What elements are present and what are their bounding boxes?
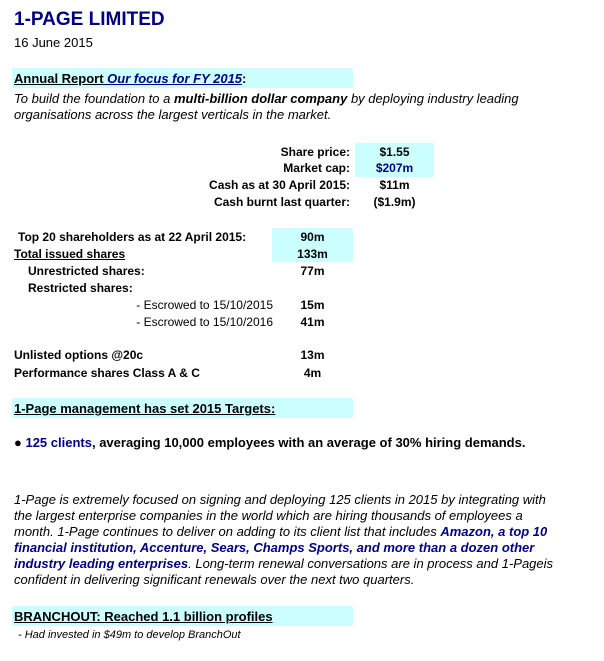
- escrow-2016-value: 41m: [300, 315, 325, 329]
- restricted-label: Restricted shares:: [28, 281, 133, 295]
- options-label: Unlisted options @20c: [14, 348, 144, 362]
- top20-value: 90m: [300, 230, 325, 244]
- financial-value: ($1.9m): [373, 195, 416, 209]
- financial-label: Cash burnt last quarter:: [213, 195, 350, 209]
- options-value: 13m: [300, 348, 325, 362]
- performance-shares-label: Performance shares Class A & C: [14, 366, 200, 380]
- financial-value: $207m: [375, 161, 414, 175]
- financial-label: Share price:: [280, 145, 350, 159]
- focus-line-3: month. 1-Page continues to deliver on adding to its client list that includes Amazon, a top 10: [14, 524, 548, 539]
- report-date: 16 June 2015: [14, 35, 93, 50]
- client-list-highlight: Amazon, a top 10: [440, 524, 548, 539]
- intro-line-2: organisations across the largest verticals in the market.: [14, 107, 332, 122]
- target-bullet: ● 125 clients, averaging 10,000 employees with an average of 30% hiring demands.: [14, 435, 526, 450]
- financial-value: $1.55: [379, 145, 410, 159]
- targets-heading: 1-Page management has set 2015 Targets:: [14, 401, 276, 416]
- top20-label: Top 20 shareholders as at 22 April 2015:: [18, 230, 247, 244]
- focus-line-4: financial institution, Accenture, Sears, Champs Sports, and more than a dozen other: [14, 540, 535, 555]
- financial-label: Cash as at 30 April 2015:: [209, 178, 350, 192]
- annual-report-heading: [14, 71, 246, 86]
- financial-label: Market cap:: [283, 161, 350, 175]
- page-title: 1-PAGE LIMITED: [14, 9, 165, 30]
- bullet-icon: ●: [14, 435, 22, 450]
- branchout-note: - Had invested in $49m to develop BranchOut: [18, 629, 241, 641]
- focus-line-1: 1-Page is extremely focused on signing and deploying 125 clients in 2015 by integrating with: [14, 492, 546, 507]
- unrestricted-value: 77m: [300, 264, 325, 278]
- annual-report-focus: Our focus for FY 2015: [103, 71, 243, 86]
- total-issued-label: Total issued shares: [14, 247, 126, 261]
- escrow-2015-value: 15m: [300, 298, 325, 312]
- focus-line-6: confident in delivering significant renewals over the next two quarters.: [14, 572, 415, 587]
- intro-line-1: To build the foundation to a multi-billion dollar company by deploying industry leading: [14, 91, 519, 106]
- escrow-2015-label: - Escrowed to 15/10/2015: [136, 298, 273, 312]
- financial-value: $11m: [379, 178, 410, 192]
- total-issued-value: 133m: [297, 247, 328, 261]
- focus-line-5: industry leading enterprises. Long-term renewal conversations are in process and 1-Pageis: [14, 556, 554, 571]
- annual-report-colon: :: [242, 71, 247, 86]
- focus-line-2: the largest enterprise companies in the world which are hiring thousands of employees a: [14, 508, 523, 523]
- target-clients: 125 clients: [21, 435, 92, 450]
- unrestricted-label: Unrestricted shares:: [28, 264, 145, 278]
- intro-highlight: multi-billion dollar company: [173, 91, 348, 106]
- performance-shares-value: 4m: [303, 366, 322, 380]
- annual-report-label: Annual Report: [14, 71, 104, 86]
- branchout-heading: BRANCHOUT: Reached 1.1 billion profiles: [14, 609, 273, 624]
- escrow-2016-label: - Escrowed to 15/10/2016: [136, 315, 273, 329]
